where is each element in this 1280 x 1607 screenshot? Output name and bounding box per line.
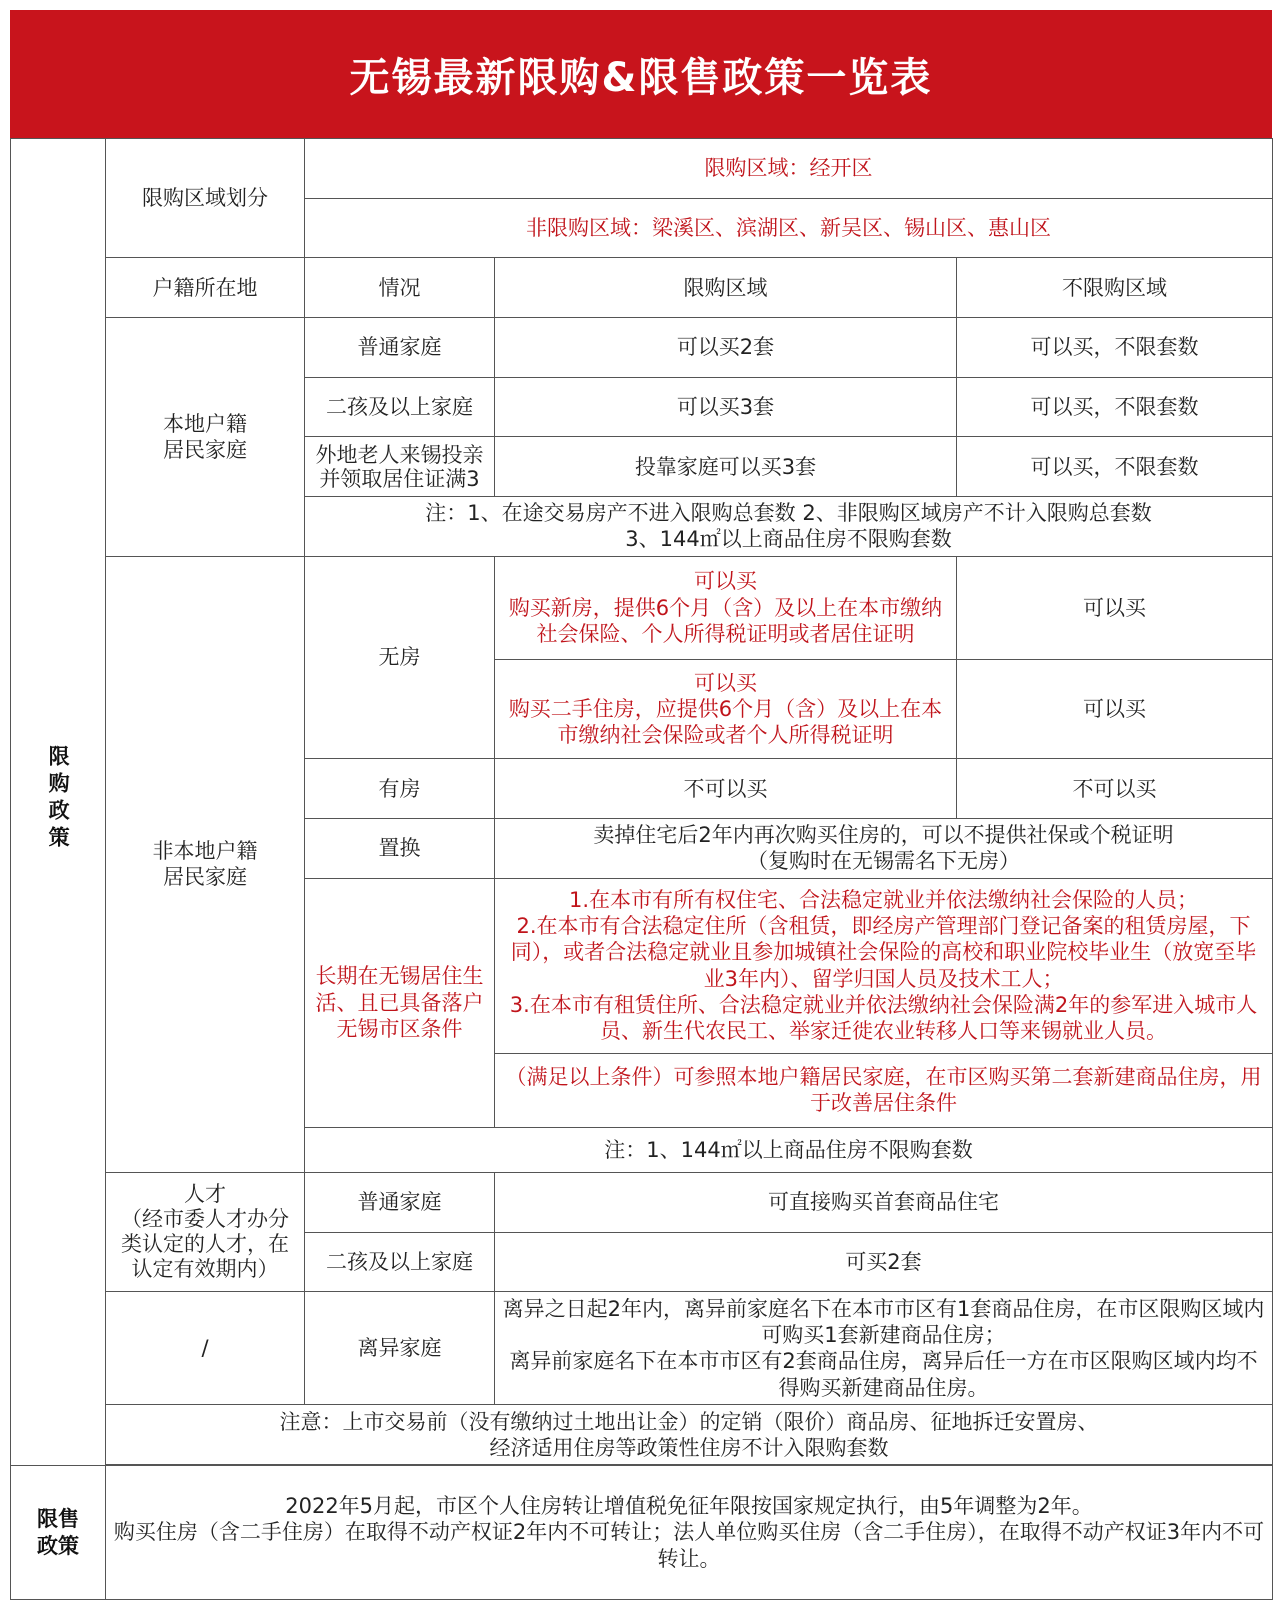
zone-division-label: 限购区域划分 [106,139,305,258]
benefit-cell: （满足以上条件）可参照本地户籍居民家庭，在市区购买第二套新建商品住房，用于改善居住条件 [495,1053,1273,1127]
unrestricted-cell: 可以买，不限套数 [957,318,1273,378]
situation-cell: 外地老人来锡投亲并领取居住证满3 [305,437,495,497]
situation-cell: 普通家庭 [305,1172,495,1232]
divorce-policy-cell: 离异之日起2年内，离异前家庭名下在本市市区有1套商品住房，在市区限购区域内可购买1套新建商品住房； 离异前家庭名下在本市市区有2套商品住房，离异后任一方在市区限购区域内均不得购买新建商品住房。 [495,1292,1273,1405]
section-restriction-label: 限购政策 [11,139,106,1466]
situation-cell: 长期在无锡居住生活、且已具备落户无锡市区条件 [305,878,495,1127]
restricted-cell: 可以买3套 [495,377,957,437]
restricted-cell: 可以买 购买新房，提供6个月（含）及以上在本市缴纳社会保险、个人所得税证明或者居住证明 [495,556,957,659]
divorce-hukou-label: / [106,1292,305,1405]
header-situation: 情况 [305,258,495,318]
table-row [11,556,1273,659]
local-note: 注：1、在途交易房产不进入限购总套数 2、非限购区域房产不计入限购总套数 3、144㎡以上商品住房不限购套数 [305,497,1273,557]
situation-cell: 无房 [305,556,495,759]
situation-cell: 二孩及以上家庭 [305,1232,495,1292]
unrestricted-cell: 可以买，不限套数 [957,437,1273,497]
unrestricted-cell: 可以买，不限套数 [957,377,1273,437]
unrestricted-zone-line: 非限购区域：梁溪区、滨湖区、新吴区、锡山区、惠山区 [305,198,1273,258]
situation-cell: 二孩及以上家庭 [305,377,495,437]
table-row [11,318,1273,378]
talent-label: 人才 （经市委人才办分类认定的人才，在认定有效期内） [106,1172,305,1291]
policy-sheet [10,10,1272,1600]
restricted-cell: 投靠家庭可以买3套 [495,437,957,497]
sale-limit-row [11,1466,1273,1600]
talent-policy-cell: 可直接购买首套商品住宅 [495,1172,1273,1232]
situation-cell: 有房 [305,759,495,819]
restricted-cell: 不可以买 [495,759,957,819]
restricted-cell: 可以买2套 [495,318,957,378]
title-banner [10,10,1272,138]
nonlocal-note: 注：1、144㎡以上商品住房不限购套数 [305,1127,1273,1172]
table-row [11,1172,1273,1232]
nonlocal-hukou-label: 非本地户籍 居民家庭 [106,556,305,1172]
bottom-note: 注意：上市交易前（没有缴纳过土地出让金）的定销（限价）商品房、征地拆迁安置房、 经济适用住房等政策性住房不计入限购套数 [106,1405,1273,1465]
situation-cell: 普通家庭 [305,318,495,378]
restricted-zone-line: 限购区域：经开区 [305,139,1273,199]
unrestricted-cell: 可以买 [957,659,1273,759]
section-sale-limit-label: 限售 政策 [11,1466,106,1600]
unrestricted-cell: 可以买 [957,556,1273,659]
talent-policy-cell: 可买2套 [495,1232,1273,1292]
header-restricted-zone: 限购区域 [495,258,957,318]
header-hukou: 户籍所在地 [106,258,305,318]
unrestricted-cell: 不可以买 [957,759,1273,819]
policy-table [10,138,1273,1600]
page-title: 无锡最新限购&限售政策一览表 [349,54,933,101]
swap-policy-cell: 卖掉住宅后2年内再次购买住房的，可以不提供社保或个税证明 （复购时在无锡需名下无房） [495,819,1273,879]
restricted-cell: 可以买 购买二手住房，应提供6个月（含）及以上在本市缴纳社会保险或者个人所得税证明 [495,659,957,759]
sale-limit-text: 2022年5月起，市区个人住房转让增值税免征年限按国家规定执行，由5年调整为2年。 购买住房（含二手住房）在取得不动产权证2年内不可转让；法人单位购买住房（含二手住房），在取得不动产权证3年内不可转让。 [106,1466,1273,1600]
local-hukou-label: 本地户籍 居民家庭 [106,318,305,557]
situation-cell: 置换 [305,819,495,879]
header-unrestricted-zone: 不限购区域 [957,258,1273,318]
situation-cell: 离异家庭 [305,1292,495,1405]
table-row [11,1292,1273,1405]
conditions-cell: 1.在本市有所有权住宅、合法稳定就业并依法缴纳社会保险的人员； 2.在本市有合法稳定住所（含租赁，即经房产管理部门登记备案的租赁房屋，下同），或者合法稳定就业且参加城镇社会保险的高校和职业院校毕业生（放宽至毕业3年内）、留学归国人员及技术工人； 3.在本市有租赁住所、合法稳定就业并依法缴纳社会保险满2年的参军进入城市人员、新生代农民工、举家迁徙农业转移人口等来锡就业人员。 [495,878,1273,1053]
header-row [11,258,1273,318]
